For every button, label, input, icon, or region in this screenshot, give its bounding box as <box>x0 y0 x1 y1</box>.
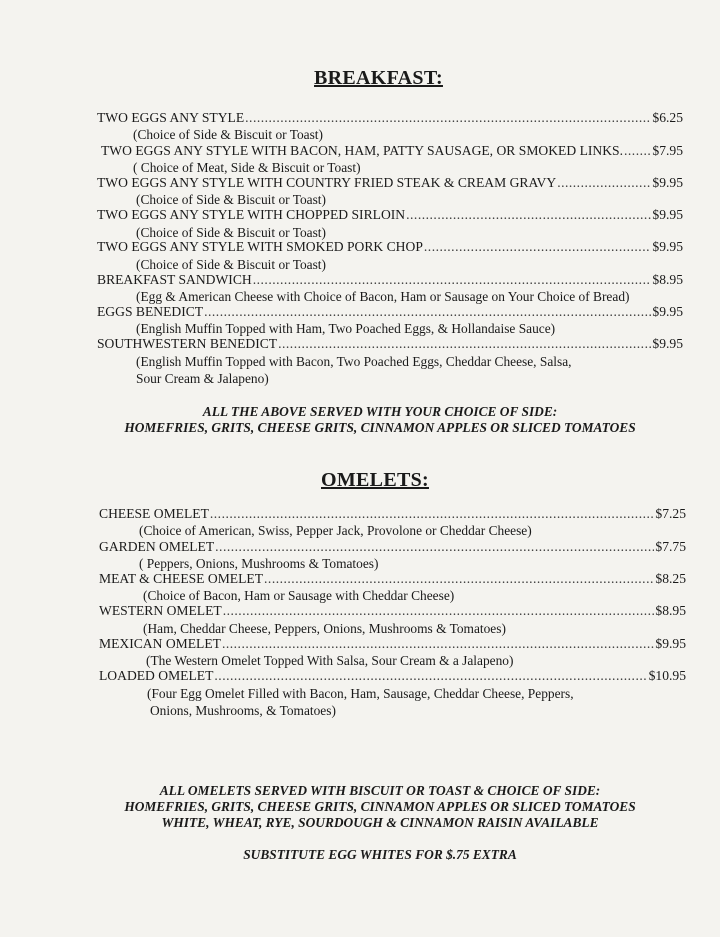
menu-item-country-fried-steak <box>97 175 683 191</box>
dot-leader <box>222 636 654 652</box>
item-description: (Choice of American, Swiss, Pepper Jack, Provolone or Cheddar Cheese) <box>139 523 532 538</box>
item-description: (Egg & American Cheese with Choice of Bacon, Ham or Sausage on Your Choice of Bread) <box>136 289 630 304</box>
item-price: $6.25 <box>652 110 683 125</box>
item-name: CHEESE OMELET <box>99 506 209 521</box>
item-price: $9.95 <box>655 636 686 651</box>
menu-item-mexican-omelet <box>99 636 686 652</box>
dot-leader <box>210 506 655 522</box>
item-name: WESTERN OMELET <box>99 603 222 618</box>
dot-leader <box>215 539 654 555</box>
bread-options: WHITE, WHEAT, RYE, SOURDOUGH & CINNAMON RAISIN AVAILABLE <box>161 815 599 830</box>
dot-leader <box>557 175 651 191</box>
item-description: (Choice of Side & Biscuit or Toast) <box>136 192 326 207</box>
omelet-side-note: ALL OMELETS SERVED WITH BISCUIT OR TOAST & CHOICE OF SIDE: <box>159 783 601 798</box>
item-name: TWO EGGS ANY STYLE <box>97 110 245 125</box>
menu-item-eggs-benedict <box>97 304 683 320</box>
item-name: TWO EGGS ANY STYLE WITH BACON, HAM, PATTY SAUSAGE, OR SMOKED LINKS. <box>101 143 623 158</box>
item-description: ( Choice of Meat, Side & Biscuit or Toast) <box>133 160 361 175</box>
dot-leader <box>253 272 652 288</box>
item-name: GARDEN OMELET <box>99 539 215 554</box>
item-name: SOUTHWESTERN BENEDICT <box>97 336 278 351</box>
menu-item-chopped-sirloin <box>97 207 683 223</box>
item-price: $9.95 <box>652 336 683 351</box>
item-description: (Choice of Side & Biscuit or Toast) <box>136 257 326 272</box>
item-description: (Four Egg Omelet Filled with Bacon, Ham, Sausage, Cheddar Cheese, Peppers, <box>147 686 574 701</box>
menu-item-western-omelet <box>99 603 686 619</box>
item-description: (Ham, Cheddar Cheese, Peppers, Onions, Mushrooms & Tomatoes) <box>143 621 506 636</box>
menu-item-two-eggs-meat <box>101 143 683 159</box>
menu-item-breakfast-sandwich <box>97 272 683 288</box>
dot-leader <box>264 571 654 587</box>
item-name: MEXICAN OMELET <box>99 636 221 651</box>
item-name: LOADED OMELET <box>99 668 214 683</box>
dot-leader <box>204 304 651 320</box>
item-price: $8.25 <box>655 571 686 586</box>
item-description: (Choice of Bacon, Ham or Sausage with Cheddar Cheese) <box>143 588 455 603</box>
menu-item-southwestern-benedict <box>97 336 683 352</box>
item-description: ( Peppers, Onions, Mushrooms & Tomatoes) <box>139 556 379 571</box>
menu-item-garden-omelet <box>99 539 686 555</box>
item-price: $8.95 <box>655 603 686 618</box>
item-name: EGGS BENEDICT <box>97 304 204 319</box>
dot-leader <box>214 668 647 684</box>
item-price: $8.95 <box>652 272 683 287</box>
item-description: (English Muffin Topped with Ham, Two Poached Eggs, & Hollandaise Sauce) <box>136 321 556 336</box>
omelet-side-list: HOMEFRIES, GRITS, CHEESE GRITS, CINNAMON APPLES OR SLICED TOMATOES <box>124 799 636 814</box>
menu-item-meat-cheese-omelet <box>99 571 686 587</box>
dot-leader <box>406 207 651 223</box>
item-name: MEAT & CHEESE OMELET <box>99 571 264 586</box>
menu-item-cheese-omelet <box>99 506 686 522</box>
menu-item-two-eggs <box>97 110 683 126</box>
breakfast-side-note: ALL THE ABOVE SERVED WITH YOUR CHOICE OF SIDE: <box>202 404 558 419</box>
item-description: (The Western Omelet Topped With Salsa, Sour Cream & a Jalapeno) <box>146 653 514 668</box>
item-price: $7.75 <box>655 539 686 554</box>
breakfast-side-list: HOMEFRIES, GRITS, CHEESE GRITS, CINNAMON APPLES OR SLICED TOMATOES <box>124 420 636 435</box>
omelets-title: OMELETS: <box>321 469 429 491</box>
item-name: TWO EGGS ANY STYLE WITH CHOPPED SIRLOIN <box>97 207 406 222</box>
menu-item-pork-chop <box>97 239 683 255</box>
item-price: $7.95 <box>652 143 683 158</box>
dot-leader <box>278 336 651 352</box>
breakfast-title: BREAKFAST: <box>314 67 443 89</box>
item-description: Sour Cream & Jalapeno) <box>136 371 269 386</box>
item-description: (English Muffin Topped with Bacon, Two Poached Eggs, Cheddar Cheese, Salsa, <box>136 354 572 369</box>
menu-item-loaded-omelet <box>99 668 686 684</box>
item-description: (Choice of Side & Biscuit or Toast) <box>133 127 323 142</box>
item-price: $9.95 <box>652 304 683 319</box>
item-name: BREAKFAST SANDWICH <box>97 272 252 287</box>
dot-leader <box>424 239 652 255</box>
item-price: $9.95 <box>652 175 683 190</box>
item-description: Onions, Mushrooms, & Tomatoes) <box>150 703 336 718</box>
dot-leader <box>245 110 651 126</box>
dot-leader <box>223 603 655 619</box>
item-price: $10.95 <box>648 668 686 683</box>
dot-leader <box>624 143 651 159</box>
egg-white-substitute: SUBSTITUTE EGG WHITES FOR $.75 EXTRA <box>243 847 517 862</box>
item-price: $9.95 <box>652 239 683 254</box>
item-name: TWO EGGS ANY STYLE WITH COUNTRY FRIED STEAK & CREAM GRAVY <box>97 175 557 190</box>
item-price: $7.25 <box>655 506 686 521</box>
item-description: (Choice of Side & Biscuit or Toast) <box>136 225 326 240</box>
item-price: $9.95 <box>652 207 683 222</box>
item-name: TWO EGGS ANY STYLE WITH SMOKED PORK CHOP <box>97 239 423 254</box>
